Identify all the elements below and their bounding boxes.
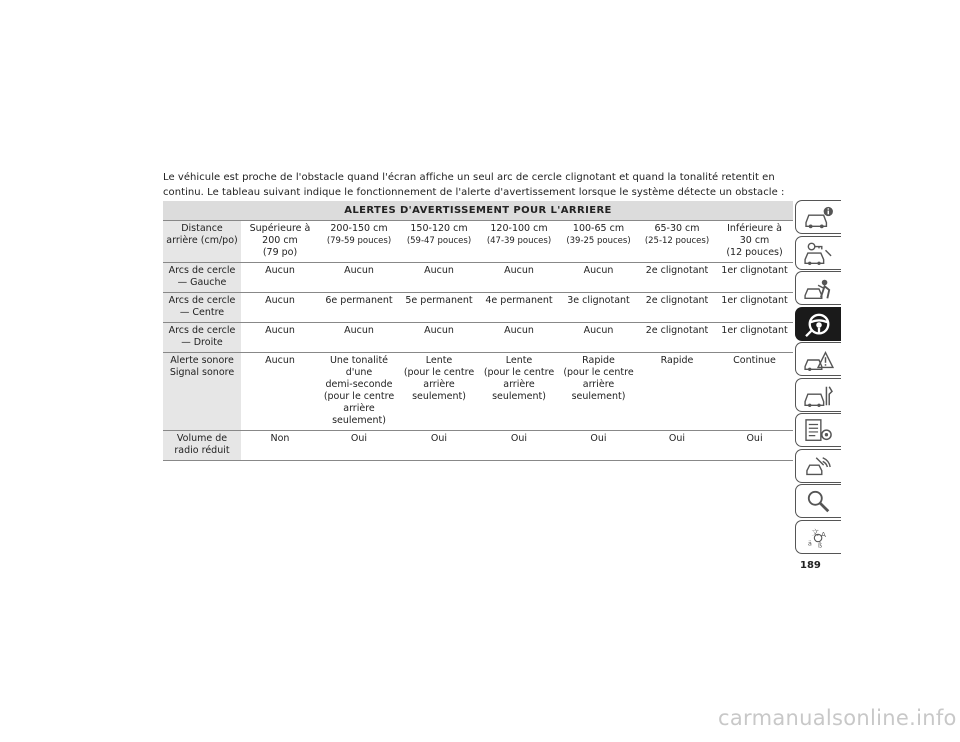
- table-row: [163, 323, 793, 353]
- row-label: Arcs de cercle — Droite: [163, 323, 241, 353]
- chapter-tab[interactable]: [795, 413, 841, 447]
- chapter-tab[interactable]: [795, 307, 841, 341]
- svg-text:文: 文: [811, 527, 819, 537]
- chapter-tab[interactable]: [795, 484, 841, 518]
- table-cell: Oui: [319, 431, 399, 461]
- distance-column-header: 65-30 cm (25-12 pouces): [638, 221, 716, 263]
- chapter-tab[interactable]: [795, 520, 841, 554]
- table-cell: Aucun: [399, 323, 479, 353]
- intro-paragraph: Le véhicule est proche de l'obstacle quand l'écran affiche un seul arc de cercle clignotant et quand la tonalité retentit en continu. Le tableau suivant indique le fonctionnement de l'alerte d'avertissement lorsque le système détecte un obstacle :: [163, 172, 785, 198]
- page-number: 189: [800, 560, 821, 571]
- row-label: Volume de radio réduit: [163, 431, 241, 461]
- table-cell: Aucun: [241, 293, 319, 323]
- table-cell: Non: [241, 431, 319, 461]
- rear-alerts-table-container: [163, 201, 793, 461]
- table-row: [163, 431, 793, 461]
- svg-text:A: A: [820, 529, 826, 539]
- chapter-tab[interactable]: [795, 378, 841, 412]
- chapter-tab[interactable]: [795, 236, 841, 270]
- table-cell: Aucun: [479, 323, 559, 353]
- table-cell: 3e clignotant: [559, 293, 638, 323]
- distance-column-header: 200-150 cm (79-59 pouces): [319, 221, 399, 263]
- table-cell: 6e permanent: [319, 293, 399, 323]
- table-cell: 2e clignotant: [638, 323, 716, 353]
- table-cell: 4e permanent: [479, 293, 559, 323]
- chapter-tab[interactable]: [795, 271, 841, 305]
- table-row: [163, 263, 793, 293]
- header-row: [163, 221, 793, 263]
- car-warning-icon: [802, 347, 836, 373]
- rear-alerts-table: [163, 201, 793, 461]
- table-cell: Aucun: [319, 323, 399, 353]
- chapter-tab[interactable]: [795, 200, 841, 234]
- table-cell: Rapide: [638, 353, 716, 431]
- table-cell: Aucun: [559, 323, 638, 353]
- table-cell: Une tonalité d'une demi-seconde (pour le centre arrière seulement): [319, 353, 399, 431]
- table-cell: Aucun: [319, 263, 399, 293]
- car-info-icon: [802, 205, 836, 231]
- table-body: [163, 221, 793, 461]
- table-cell: Oui: [559, 431, 638, 461]
- language-icon: [802, 525, 836, 551]
- table-cell: Oui: [479, 431, 559, 461]
- distance-column-header: 100-65 cm (39-25 pouces): [559, 221, 638, 263]
- table-title: ALERTES D'AVERTISSEMENT POUR L'ARRIERE: [163, 201, 793, 221]
- checklist-gear-icon: [802, 418, 836, 444]
- table-cell: Aucun: [479, 263, 559, 293]
- table-cell: Aucun: [241, 353, 319, 431]
- distance-column-header: Supérieure à 200 cm (79 po): [241, 221, 319, 263]
- table-cell: Aucun: [399, 263, 479, 293]
- table-cell: Continue: [716, 353, 793, 431]
- svg-text:ß: ß: [818, 540, 823, 549]
- car-service-icon: [802, 383, 836, 409]
- svg-text:ä: ä: [807, 538, 812, 547]
- table-cell: Oui: [716, 431, 793, 461]
- distance-column-header: 120-100 cm (47-39 pouces): [479, 221, 559, 263]
- search-index-icon: [802, 489, 836, 515]
- distance-column-header: Inférieure à 30 cm (12 pouces): [716, 221, 793, 263]
- car-key-icon: [802, 241, 836, 267]
- row-label: Alerte sonore Signal sonore: [163, 353, 241, 431]
- row-label: Arcs de cercle — Centre: [163, 293, 241, 323]
- chapter-tab[interactable]: [795, 449, 841, 483]
- steering-wheel-icon: [802, 312, 836, 338]
- table-cell: Rapide (pour le centre arrière seulement): [559, 353, 638, 431]
- distance-column-header: 150-120 cm (59-47 pouces): [399, 221, 479, 263]
- table-cell: Lente (pour le centre arrière seulement): [399, 353, 479, 431]
- watermark: carmanualsonline.info: [718, 706, 957, 730]
- table-cell: Aucun: [241, 323, 319, 353]
- chapter-tab[interactable]: [795, 342, 841, 376]
- header-row-label: Distance arrière (cm/po): [163, 221, 241, 263]
- table-cell: Oui: [638, 431, 716, 461]
- table-cell: 2e clignotant: [638, 293, 716, 323]
- table-cell: Aucun: [241, 263, 319, 293]
- car-multimedia-icon: [802, 454, 836, 480]
- table-cell: 1er clignotant: [716, 293, 793, 323]
- table-row: [163, 353, 793, 431]
- table-cell: Lente (pour le centre arrière seulement): [479, 353, 559, 431]
- table-cell: 2e clignotant: [638, 263, 716, 293]
- table-cell: Oui: [399, 431, 479, 461]
- table-cell: 5e permanent: [399, 293, 479, 323]
- table-cell: Aucun: [559, 263, 638, 293]
- car-safety-icon: [802, 276, 836, 302]
- row-label: Arcs de cercle — Gauche: [163, 263, 241, 293]
- table-row: [163, 293, 793, 323]
- table-cell: 1er clignotant: [716, 263, 793, 293]
- table-cell: 1er clignotant: [716, 323, 793, 353]
